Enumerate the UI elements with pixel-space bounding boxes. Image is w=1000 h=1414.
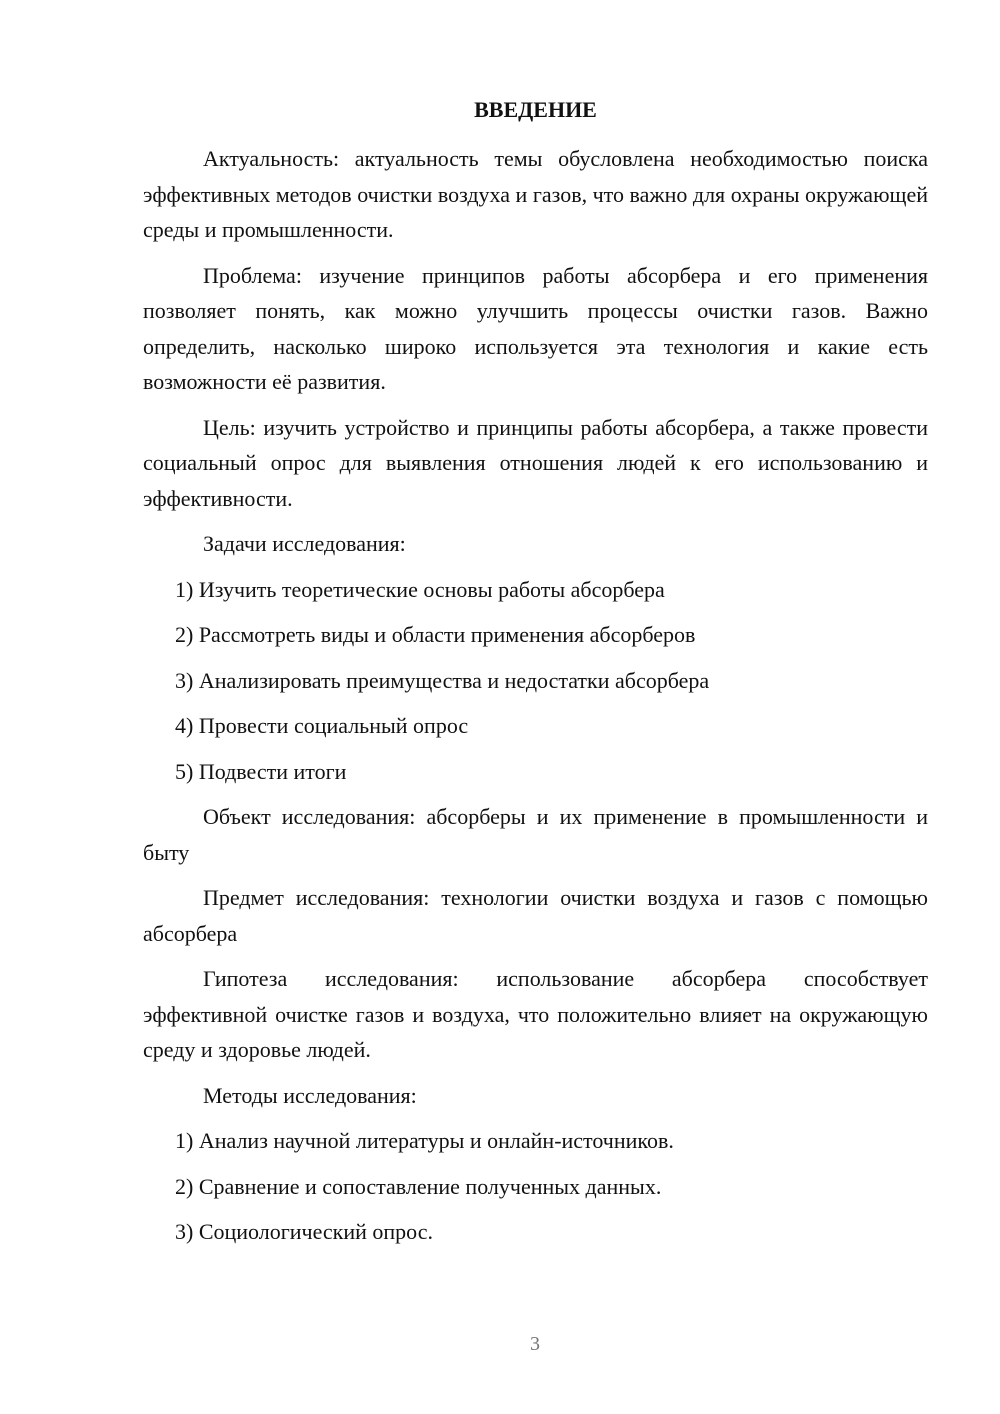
method-item: 3) Социологический опрос. — [175, 1219, 433, 1244]
method-item: 1) Анализ научной литературы и онлайн-источников. — [175, 1128, 674, 1153]
task-item: 1) Изучить теоретические основы работы абсорбера — [175, 576, 665, 602]
method-item: 2) Сравнение и сопоставление полученных данных. — [175, 1173, 662, 1199]
object-paragraph: Объект исследования: абсорберы и их применение в промышленности и быту — [143, 804, 928, 865]
methods-heading: Методы исследования: — [203, 1082, 417, 1108]
task-item: 4) Провести социальный опрос — [175, 713, 469, 738]
section-title: ВВЕДЕНИЕ — [474, 97, 597, 122]
hypothesis-paragraph: Гипотеза исследования: использование абсорбера способствует эффективной очистке газов и воздуха, что положительно влияет на окружающую среду и здоровье людей. — [143, 966, 928, 1062]
tasks-heading: Задачи исследования: — [203, 531, 406, 556]
task-item: 3) Анализировать преимущества и недостатки абсорбера — [175, 667, 710, 693]
task-item: 2) Рассмотреть виды и области применения абсорберов — [175, 622, 696, 647]
goal-paragraph: Цель: изучить устройство и принципы работы абсорбера, а также провести социальный опрос для выявления отношения людей к его использованию и эффективности. — [143, 414, 928, 511]
problem-paragraph: Проблема: изучение принципов работы абсорбера и его применения позволяет понять, как можно улучшить процессы очистки газов. Важно определить, насколько широко используется эта технология и какие есть возможности её развития. — [143, 262, 928, 394]
subject-paragraph: Предмет исследования: технологии очистки воздуха и газов с помощью абсорбера — [143, 885, 928, 946]
relevance-paragraph: Актуальность: актуальность темы обусловлена необходимостью поиска эффективных методов очистки воздуха и газов, что важно для охраны окружающей среды и промышленности. — [143, 146, 928, 242]
task-item: 5) Подвести итоги — [175, 758, 347, 784]
page-number: 3 — [530, 1333, 540, 1355]
document-body — [143, 92, 928, 1260]
